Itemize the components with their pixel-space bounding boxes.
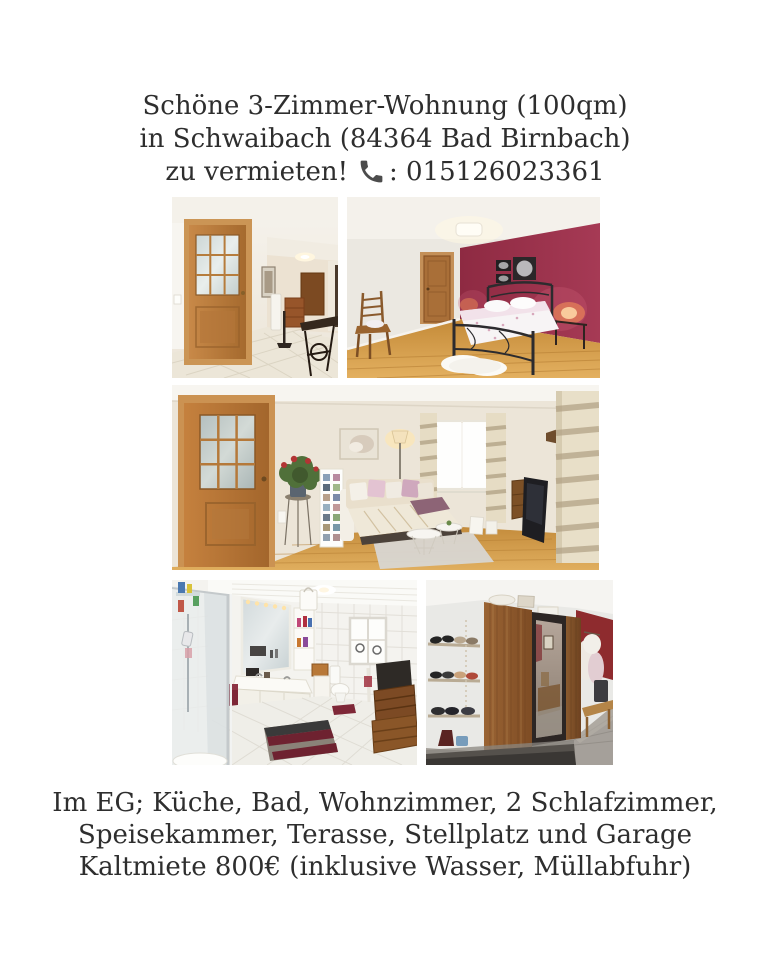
details-line-2: Speisekammer, Terasse, Stellplatz und Garage bbox=[78, 820, 692, 850]
photo-living-room bbox=[172, 385, 599, 570]
details-line-1: Im EG; Küche, Bad, Wohnzimmer, 2 Schlafzimmer, bbox=[52, 788, 718, 818]
photo-collage bbox=[172, 197, 613, 765]
photo-hallway bbox=[172, 197, 338, 378]
title-line-1: Schöne 3-Zimmer-Wohnung (100qm) bbox=[142, 91, 628, 121]
title-line-3-text: zu vermieten! bbox=[165, 157, 349, 187]
photo-bedroom bbox=[347, 197, 600, 378]
title-line-3 bbox=[0, 156, 770, 189]
listing-details bbox=[0, 787, 770, 883]
hallway-photo-illustration bbox=[172, 197, 338, 378]
bathroom-photo-illustration bbox=[172, 580, 417, 765]
phone-icon bbox=[357, 156, 386, 189]
bedroom-photo-illustration bbox=[347, 197, 600, 378]
phone-number: : 015126023361 bbox=[389, 157, 605, 187]
living-room-photo-illustration bbox=[172, 385, 599, 570]
details-line-3: Kaltmiete 800€ (inklusive Wasser, Müllabfuhr) bbox=[78, 852, 692, 882]
photo-bathroom bbox=[172, 580, 417, 765]
title-line-2: in Schwaibach (84364 Bad Birnbach) bbox=[139, 124, 631, 154]
listing-title bbox=[0, 90, 770, 189]
wardrobe-photo-illustration bbox=[426, 580, 613, 765]
photo-wardrobe bbox=[426, 580, 613, 765]
